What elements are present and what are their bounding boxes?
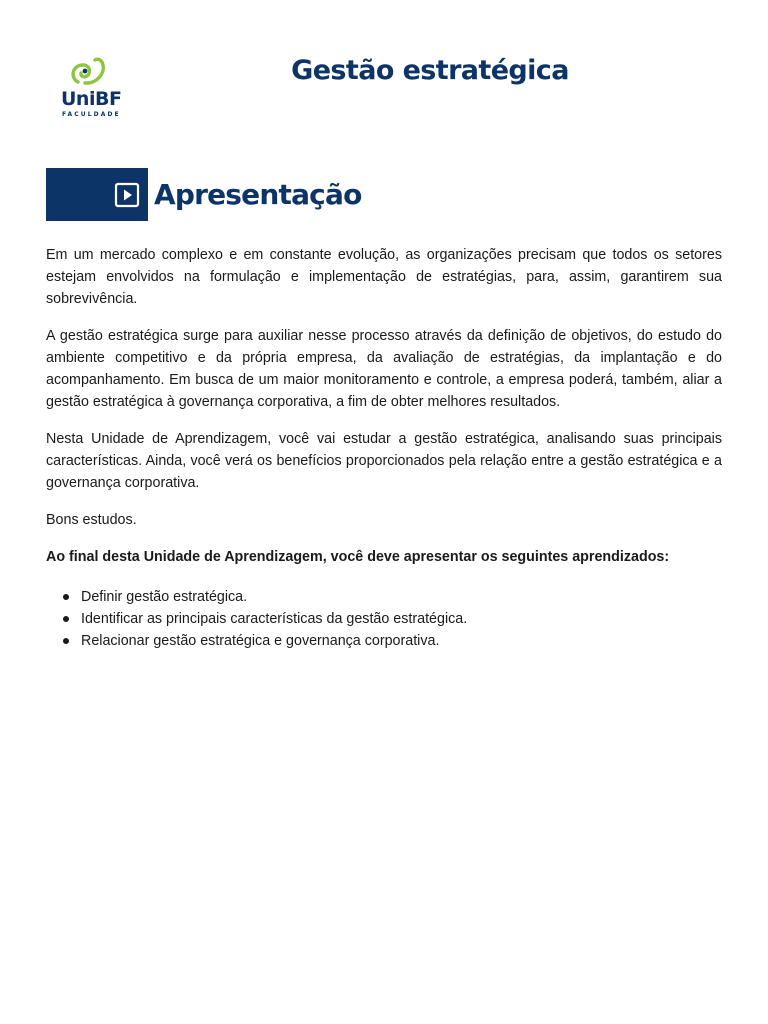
logo-subtitle: FACULDADE (62, 111, 121, 118)
paragraph: Nesta Unidade de Aprendizagem, você vai estudar a gestão estratégica, analisando suas principais características. Ainda, você verá os benefícios proporcionados pela relação entre a gestão estratégica e a governança corporativa. (46, 431, 722, 491)
content-body (46, 244, 722, 652)
list-item-text: Relacionar gestão estratégica e governança corporativa. (81, 633, 440, 649)
logo-wordmark: UniBF (61, 88, 122, 110)
section-banner (46, 168, 148, 221)
unibf-logo (56, 52, 138, 122)
paragraph: A gestão estratégica surge para auxiliar nesse processo através da definição de objetivos, do estudo do ambiente competitivo e da própria empresa, da avaliação de estratégias, da implantação e do acompanhamento. Em busca de um maior monitoramento e controle, a empresa poderá, também, aliar a gestão estratégica à governança corporativa, a fim de obter melhores resultados. (46, 328, 722, 410)
list-item-text: Definir gestão estratégica. (81, 589, 248, 605)
list-item-text: Identificar as principais características da gestão estratégica. (81, 611, 468, 627)
unibf-logo-mark (56, 52, 138, 92)
paragraph: Em um mercado complexo e em constante evolução, as organizações precisam que todos os setores estejam envolvidos na formulação e implementação de estratégias, para, assim, garantirem sua sobrevivência. (46, 247, 722, 307)
list-item (46, 608, 722, 630)
section-title: Apresentação (154, 178, 362, 211)
bullet-icon (63, 616, 69, 622)
list-item (46, 630, 722, 652)
list-item (46, 586, 722, 608)
goals-intro: Ao final desta Unidade de Aprendizagem, você deve apresentar os seguintes aprendizados: (46, 549, 670, 565)
bullet-icon (63, 638, 69, 644)
goals-list (46, 586, 722, 652)
bullet-icon (63, 594, 69, 600)
paragraph: Bons estudos. (46, 512, 137, 528)
document-title: Gestão estratégica (291, 55, 569, 86)
play-icon (114, 182, 140, 208)
